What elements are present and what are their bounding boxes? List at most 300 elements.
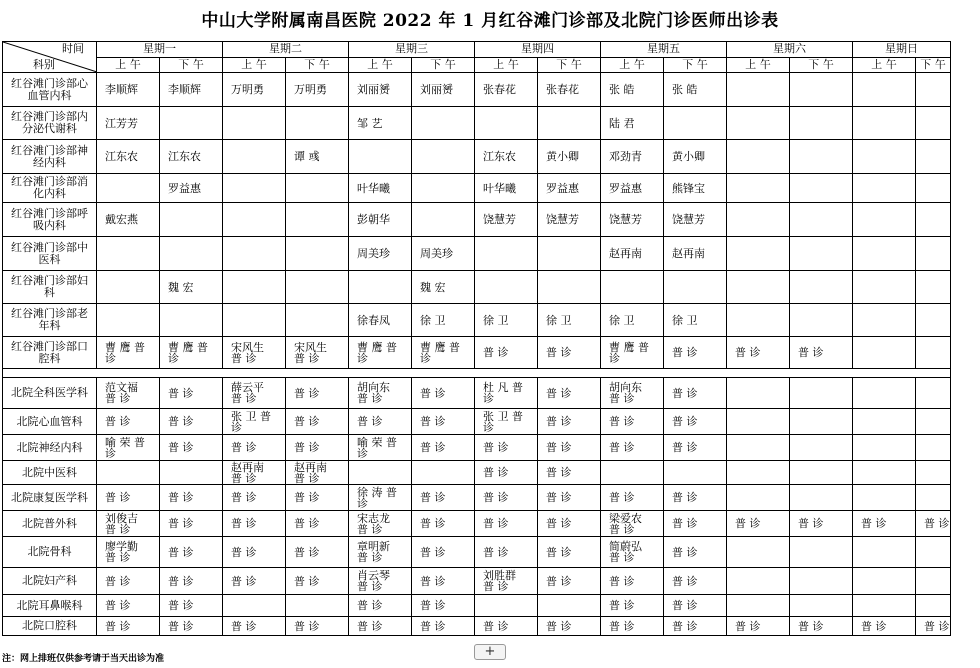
- doctor-name: 普 诊: [168, 619, 194, 633]
- doctor-name: 普 诊: [483, 466, 509, 479]
- doctor-name: 江芳芳: [105, 116, 138, 130]
- schedule-cell: [727, 595, 790, 617]
- table-row: [3, 485, 951, 511]
- doctor-name: 普 诊: [294, 491, 320, 504]
- schedule-cell: [97, 174, 160, 203]
- schedule-cell: [727, 617, 790, 636]
- schedule-cell: [349, 511, 412, 537]
- doctor-name: 普 诊: [546, 441, 572, 454]
- department-name: 红谷滩门诊部神经内科: [3, 140, 97, 174]
- schedule-cell: [349, 174, 412, 203]
- schedule-cell: [664, 237, 727, 271]
- doctor-name: 江东农: [105, 150, 138, 163]
- doctor-name: 黄小卿: [546, 150, 579, 163]
- schedule-cell: [727, 107, 790, 140]
- schedule-cell: [538, 378, 601, 409]
- schedule-cell: [160, 304, 223, 337]
- doctor-name: 刘丽赟: [357, 83, 390, 96]
- doctor-name: 普 诊: [546, 346, 572, 359]
- schedule-cell: [601, 568, 664, 595]
- schedule-cell: [916, 140, 951, 174]
- footnote: 注：网上排班仅供参考请于当天出诊为准: [2, 654, 165, 664]
- schedule-cell: [538, 595, 601, 617]
- doctor-name: 曹 鹰 普 诊: [609, 340, 649, 365]
- schedule-cell: [916, 337, 951, 369]
- doctor-name: 周美珍: [420, 247, 453, 260]
- schedule-cell: [790, 73, 853, 107]
- schedule-cell: [412, 271, 475, 304]
- schedule-cell: [790, 435, 853, 461]
- doctor-name: 江东农: [483, 150, 516, 163]
- doctor-name: 普 诊: [609, 491, 635, 504]
- doctor-name: 普 诊: [231, 517, 257, 530]
- schedule-cell: [475, 568, 538, 595]
- department-name: 北院普外科: [3, 511, 97, 537]
- table-row: [3, 271, 951, 304]
- department-name: 北院口腔科: [3, 617, 97, 636]
- table-row: [3, 461, 951, 485]
- doctor-name: 徐 涛 普 诊: [357, 485, 397, 510]
- schedule-cell: [412, 174, 475, 203]
- day-header: 星期六: [727, 42, 853, 58]
- schedule-cell: [538, 511, 601, 537]
- doctor-name: 普 诊: [798, 346, 824, 359]
- doctor-name: 普 诊: [672, 517, 698, 530]
- schedule-cell: [916, 73, 951, 107]
- doctor-name: 普 诊: [546, 491, 572, 504]
- schedule-cell: [97, 271, 160, 304]
- schedule-cell: [349, 595, 412, 617]
- day-header: 星期一: [97, 42, 223, 58]
- department-name: 红谷滩门诊部呼吸内科: [3, 203, 97, 237]
- schedule-cell: [223, 409, 286, 435]
- doctor-name: 薛云平 普 诊: [231, 381, 264, 405]
- schedule-cell: [97, 337, 160, 369]
- doctor-name: 周美珍: [357, 247, 390, 260]
- doctor-name: 普 诊: [924, 517, 950, 530]
- schedule-cell: [349, 568, 412, 595]
- schedule-cell: [853, 435, 916, 461]
- schedule-cell: [853, 511, 916, 537]
- department-name: 北院心血管科: [3, 409, 97, 435]
- department-name: 红谷滩门诊部中医科: [3, 237, 97, 271]
- doctor-name: 普 诊: [609, 441, 635, 454]
- doctor-name: 普 诊: [168, 599, 194, 612]
- table-row: [3, 435, 951, 461]
- schedule-cell: [664, 435, 727, 461]
- doctor-name: 普 诊: [294, 517, 320, 530]
- day-header: 星期四: [475, 42, 601, 58]
- table-row: [3, 617, 951, 636]
- schedule-cell: [412, 485, 475, 511]
- schedule-cell: [349, 203, 412, 237]
- day-header: 星期日: [853, 42, 951, 58]
- doctor-name: 普 诊: [420, 415, 446, 428]
- schedule-cell: [223, 237, 286, 271]
- schedule-cell: [286, 617, 349, 636]
- schedule-cell: [538, 337, 601, 369]
- doctor-name: 刘胜群 普 诊: [483, 569, 516, 593]
- schedule-cell: [475, 271, 538, 304]
- doctor-name: 普 诊: [168, 517, 194, 530]
- table-row: [3, 409, 951, 435]
- doctor-name: 刘俊吉 普 诊: [105, 511, 138, 536]
- schedule-cell: [160, 140, 223, 174]
- schedule-cell: [412, 73, 475, 107]
- schedule-cell: [790, 107, 853, 140]
- schedule-cell: [475, 617, 538, 636]
- department-name: 北院康复医学科: [3, 485, 97, 511]
- doctor-name: 普 诊: [483, 545, 509, 559]
- doctor-name: 普 诊: [231, 545, 257, 559]
- department-name: 北院全科医学科: [3, 378, 97, 409]
- doctor-name: 陆 君: [609, 116, 635, 130]
- doctor-name: 戴宏燕: [105, 213, 138, 226]
- schedule-cell: [853, 237, 916, 271]
- schedule-cell: [601, 140, 664, 174]
- schedule-cell: [223, 378, 286, 409]
- schedule-cell: [160, 537, 223, 568]
- schedule-cell: [601, 461, 664, 485]
- doctor-name: 张 皓: [672, 83, 698, 96]
- schedule-cell: [97, 203, 160, 237]
- schedule-cell: [601, 617, 664, 636]
- doctor-name: 普 诊: [168, 574, 194, 588]
- doctor-name: 赵再南 普 诊: [231, 460, 264, 485]
- doctor-name: 徐 卫: [546, 313, 572, 327]
- schedule-cell: [475, 304, 538, 337]
- schedule-cell: [916, 435, 951, 461]
- schedule-cell: [853, 595, 916, 617]
- department-name: 红谷滩门诊部消化内科: [3, 174, 97, 203]
- doctor-name: 张 皓: [609, 83, 635, 96]
- schedule-cell: [601, 485, 664, 511]
- doctor-name: 普 诊: [546, 466, 572, 479]
- schedule-cell: [97, 435, 160, 461]
- schedule-cell: [223, 485, 286, 511]
- doctor-name: 彭朝华: [357, 213, 390, 226]
- schedule-cell: [97, 617, 160, 636]
- schedule-cell: [664, 337, 727, 369]
- schedule-cell: [160, 337, 223, 369]
- schedule-cell: [727, 568, 790, 595]
- schedule-cell: [916, 595, 951, 617]
- schedule-cell: [538, 485, 601, 511]
- schedule-cell: [601, 271, 664, 304]
- schedule-cell: [790, 568, 853, 595]
- schedule-cell: [916, 203, 951, 237]
- schedule-cell: [790, 203, 853, 237]
- doctor-name: 普 诊: [420, 574, 446, 588]
- doctor-name: 普 诊: [357, 415, 383, 428]
- doctor-name: 普 诊: [483, 619, 509, 633]
- doctor-name: 刘丽赟: [420, 83, 453, 96]
- doctor-name: 普 诊: [609, 619, 635, 633]
- schedule-cell: [97, 568, 160, 595]
- schedule-cell: [223, 203, 286, 237]
- schedule-cell: [538, 568, 601, 595]
- schedule-cell: [223, 511, 286, 537]
- schedule-cell: [223, 337, 286, 369]
- table-row: [3, 73, 951, 107]
- doctor-name: 普 诊: [168, 491, 194, 504]
- doctor-name: 宋风生 普 诊: [231, 340, 264, 365]
- schedule-cell: [286, 271, 349, 304]
- schedule-cell: [790, 140, 853, 174]
- schedule-cell: [223, 107, 286, 140]
- schedule-cell: [601, 511, 664, 537]
- doctor-name: 普 诊: [231, 574, 257, 588]
- schedule-cell: [412, 435, 475, 461]
- doctor-name: 普 诊: [672, 599, 698, 612]
- day-header: 星期五: [601, 42, 727, 58]
- doctor-name: 简蔚弘 普 诊: [609, 540, 642, 564]
- doctor-name: 饶慧芳: [609, 213, 642, 226]
- schedule-cell: [538, 203, 601, 237]
- doctor-name: 谭 彧: [294, 150, 320, 163]
- doctor-name: 徐春凤: [357, 313, 390, 327]
- schedule-cell: [223, 73, 286, 107]
- doctor-name: 赵再南: [609, 247, 642, 260]
- schedule-cell: [853, 485, 916, 511]
- schedule-cell: [475, 595, 538, 617]
- doctor-name: 魏 宏: [420, 280, 446, 294]
- doctor-name: 罗益惠: [546, 181, 579, 195]
- schedule-cell: [286, 174, 349, 203]
- doctor-name: 普 诊: [798, 517, 824, 530]
- schedule-cell: [538, 617, 601, 636]
- doctor-name: 普 诊: [798, 619, 824, 633]
- schedule-cell: [727, 337, 790, 369]
- morning-header: 上 午: [727, 57, 790, 73]
- schedule-cell: [916, 271, 951, 304]
- schedule-cell: [601, 107, 664, 140]
- schedule-cell: [475, 203, 538, 237]
- schedule-cell: [790, 409, 853, 435]
- department-name: 北院骨科: [3, 537, 97, 568]
- doctor-name: 普 诊: [105, 415, 131, 428]
- schedule-cell: [916, 409, 951, 435]
- doctor-name: 普 诊: [672, 346, 698, 359]
- doctor-name: 普 诊: [672, 545, 698, 559]
- add-sheet-button[interactable]: +: [474, 644, 506, 660]
- schedule-cell: [349, 107, 412, 140]
- doctor-name: 普 诊: [231, 491, 257, 504]
- schedule-cell: [853, 140, 916, 174]
- schedule-cell: [790, 595, 853, 617]
- schedule-cell: [412, 568, 475, 595]
- schedule-cell: [286, 203, 349, 237]
- time-label: 时间: [62, 42, 84, 55]
- doctor-name: 普 诊: [420, 599, 446, 612]
- morning-header: 上 午: [223, 57, 286, 73]
- schedule-cell: [664, 511, 727, 537]
- afternoon-header: 下 午: [412, 57, 475, 73]
- doctor-name: 普 诊: [168, 415, 194, 428]
- schedule-cell: [853, 271, 916, 304]
- schedule-cell: [286, 435, 349, 461]
- afternoon-header: 下 午: [538, 57, 601, 73]
- dept-label: 科别: [33, 58, 55, 71]
- schedule-cell: [475, 237, 538, 271]
- doctor-name: 曹 鹰 普 诊: [105, 340, 145, 365]
- corner-header: [3, 42, 97, 73]
- doctor-name: 胡向东 普 诊: [357, 381, 390, 405]
- doctor-name: 普 诊: [735, 517, 761, 530]
- schedule-cell: [97, 237, 160, 271]
- schedule-cell: [349, 73, 412, 107]
- schedule-cell: [538, 271, 601, 304]
- schedule-cell: [160, 174, 223, 203]
- doctor-name: 曹 鹰 普 诊: [420, 340, 460, 365]
- schedule-cell: [664, 140, 727, 174]
- schedule-cell: [727, 304, 790, 337]
- schedule-cell: [160, 461, 223, 485]
- schedule-cell: [601, 174, 664, 203]
- doctor-name: 罗益惠: [168, 181, 201, 195]
- schedule-cell: [286, 537, 349, 568]
- department-name: 北院中医科: [3, 461, 97, 485]
- doctor-name: 普 诊: [105, 574, 131, 588]
- schedule-cell: [286, 461, 349, 485]
- schedule-cell: [538, 409, 601, 435]
- schedule-cell: [916, 237, 951, 271]
- doctor-name: 普 诊: [861, 619, 887, 633]
- doctor-name: 饶慧芳: [672, 213, 705, 226]
- doctor-name: 熊锋宝: [672, 181, 705, 195]
- doctor-name: 章明新 普 诊: [357, 540, 390, 564]
- table-row: [3, 337, 951, 369]
- schedule-cell: [160, 203, 223, 237]
- doctor-name: 曹 鹰 普 诊: [357, 340, 397, 365]
- afternoon-header: 下 午: [160, 57, 223, 73]
- table-row: [3, 107, 951, 140]
- doctor-name: 普 诊: [483, 517, 509, 530]
- schedule-cell: [412, 337, 475, 369]
- schedule-cell: [664, 203, 727, 237]
- doctor-name: 普 诊: [294, 441, 320, 454]
- schedule-cell: [790, 485, 853, 511]
- schedule-cell: [538, 107, 601, 140]
- doctor-name: 普 诊: [546, 517, 572, 530]
- doctor-name: 普 诊: [357, 599, 383, 612]
- doctor-name: 徐 卫: [483, 313, 509, 327]
- table-row: [3, 595, 951, 617]
- schedule-cell: [349, 537, 412, 568]
- schedule-cell: [475, 107, 538, 140]
- schedule-cell: [475, 485, 538, 511]
- doctor-name: 饶慧芳: [546, 213, 579, 226]
- doctor-name: 普 诊: [609, 574, 635, 588]
- doctor-name: 普 诊: [672, 415, 698, 428]
- schedule-cell: [916, 174, 951, 203]
- schedule-cell: [97, 537, 160, 568]
- schedule-cell: [349, 304, 412, 337]
- doctor-name: 普 诊: [294, 415, 320, 428]
- schedule-cell: [97, 378, 160, 409]
- doctor-name: 普 诊: [168, 441, 194, 454]
- schedule-cell: [223, 304, 286, 337]
- schedule-cell: [349, 140, 412, 174]
- schedule-cell: [475, 511, 538, 537]
- schedule-cell: [853, 537, 916, 568]
- schedule-cell: [160, 511, 223, 537]
- doctor-name: 罗益惠: [609, 181, 642, 195]
- doctor-name: 张春花: [483, 83, 516, 96]
- schedule-cell: [286, 140, 349, 174]
- schedule-cell: [916, 568, 951, 595]
- doctor-name: 普 诊: [546, 619, 572, 633]
- doctor-name: 普 诊: [861, 517, 887, 530]
- doctor-name: 范文福 普 诊: [105, 381, 138, 405]
- schedule-cell: [664, 73, 727, 107]
- schedule-cell: [97, 140, 160, 174]
- afternoon-header: 下 午: [916, 57, 951, 73]
- doctor-name: 普 诊: [294, 619, 320, 633]
- schedule-cell: [475, 174, 538, 203]
- schedule-cell: [286, 409, 349, 435]
- table-row: [3, 237, 951, 271]
- doctor-name: 普 诊: [294, 386, 320, 400]
- schedule-cell: [412, 617, 475, 636]
- doctor-name: 张 卫 普 诊: [483, 409, 523, 434]
- doctor-name: 徐 卫: [672, 313, 698, 327]
- schedule-cell: [97, 73, 160, 107]
- doctor-name: 徐 卫: [609, 313, 635, 327]
- doctor-name: 普 诊: [609, 415, 635, 428]
- doctor-name: 普 诊: [420, 441, 446, 454]
- schedule-cell: [160, 378, 223, 409]
- schedule-cell: [160, 568, 223, 595]
- doctor-name: 普 诊: [420, 491, 446, 504]
- department-name: 红谷滩门诊部老年科: [3, 304, 97, 337]
- schedule-cell: [538, 237, 601, 271]
- doctor-name: 普 诊: [168, 545, 194, 559]
- schedule-cell: [916, 304, 951, 337]
- doctor-name: 万明勇: [294, 83, 327, 96]
- doctor-name: 普 诊: [420, 545, 446, 559]
- schedule-cell: [664, 409, 727, 435]
- schedule-cell: [223, 174, 286, 203]
- schedule-cell: [601, 73, 664, 107]
- page-title: 中山大学附属南昌医院 2022 年 1 月红谷滩门诊部及北院门诊医师出诊表: [201, 11, 779, 31]
- schedule-cell: [223, 435, 286, 461]
- schedule-cell: [349, 485, 412, 511]
- doctor-name: 普 诊: [546, 386, 572, 400]
- doctor-name: 普 诊: [609, 599, 635, 612]
- schedule-cell: [601, 203, 664, 237]
- schedule-cell: [349, 409, 412, 435]
- schedule-cell: [475, 537, 538, 568]
- schedule-cell: [223, 271, 286, 304]
- doctor-name: 黄小卿: [672, 150, 705, 163]
- schedule-cell: [916, 461, 951, 485]
- doctor-name: 普 诊: [231, 441, 257, 454]
- table-row: [3, 140, 951, 174]
- afternoon-header: 下 午: [286, 57, 349, 73]
- doctor-name: 宋风生 普 诊: [294, 340, 327, 365]
- schedule-cell: [160, 617, 223, 636]
- doctor-name: 普 诊: [672, 491, 698, 504]
- doctor-name: 徐 卫: [420, 313, 446, 327]
- table-row: [3, 203, 951, 237]
- schedule-cell: [853, 203, 916, 237]
- schedule-cell: [853, 568, 916, 595]
- doctor-name: 普 诊: [735, 619, 761, 633]
- schedule-cell: [853, 378, 916, 409]
- schedule-cell: [853, 304, 916, 337]
- schedule-cell: [97, 485, 160, 511]
